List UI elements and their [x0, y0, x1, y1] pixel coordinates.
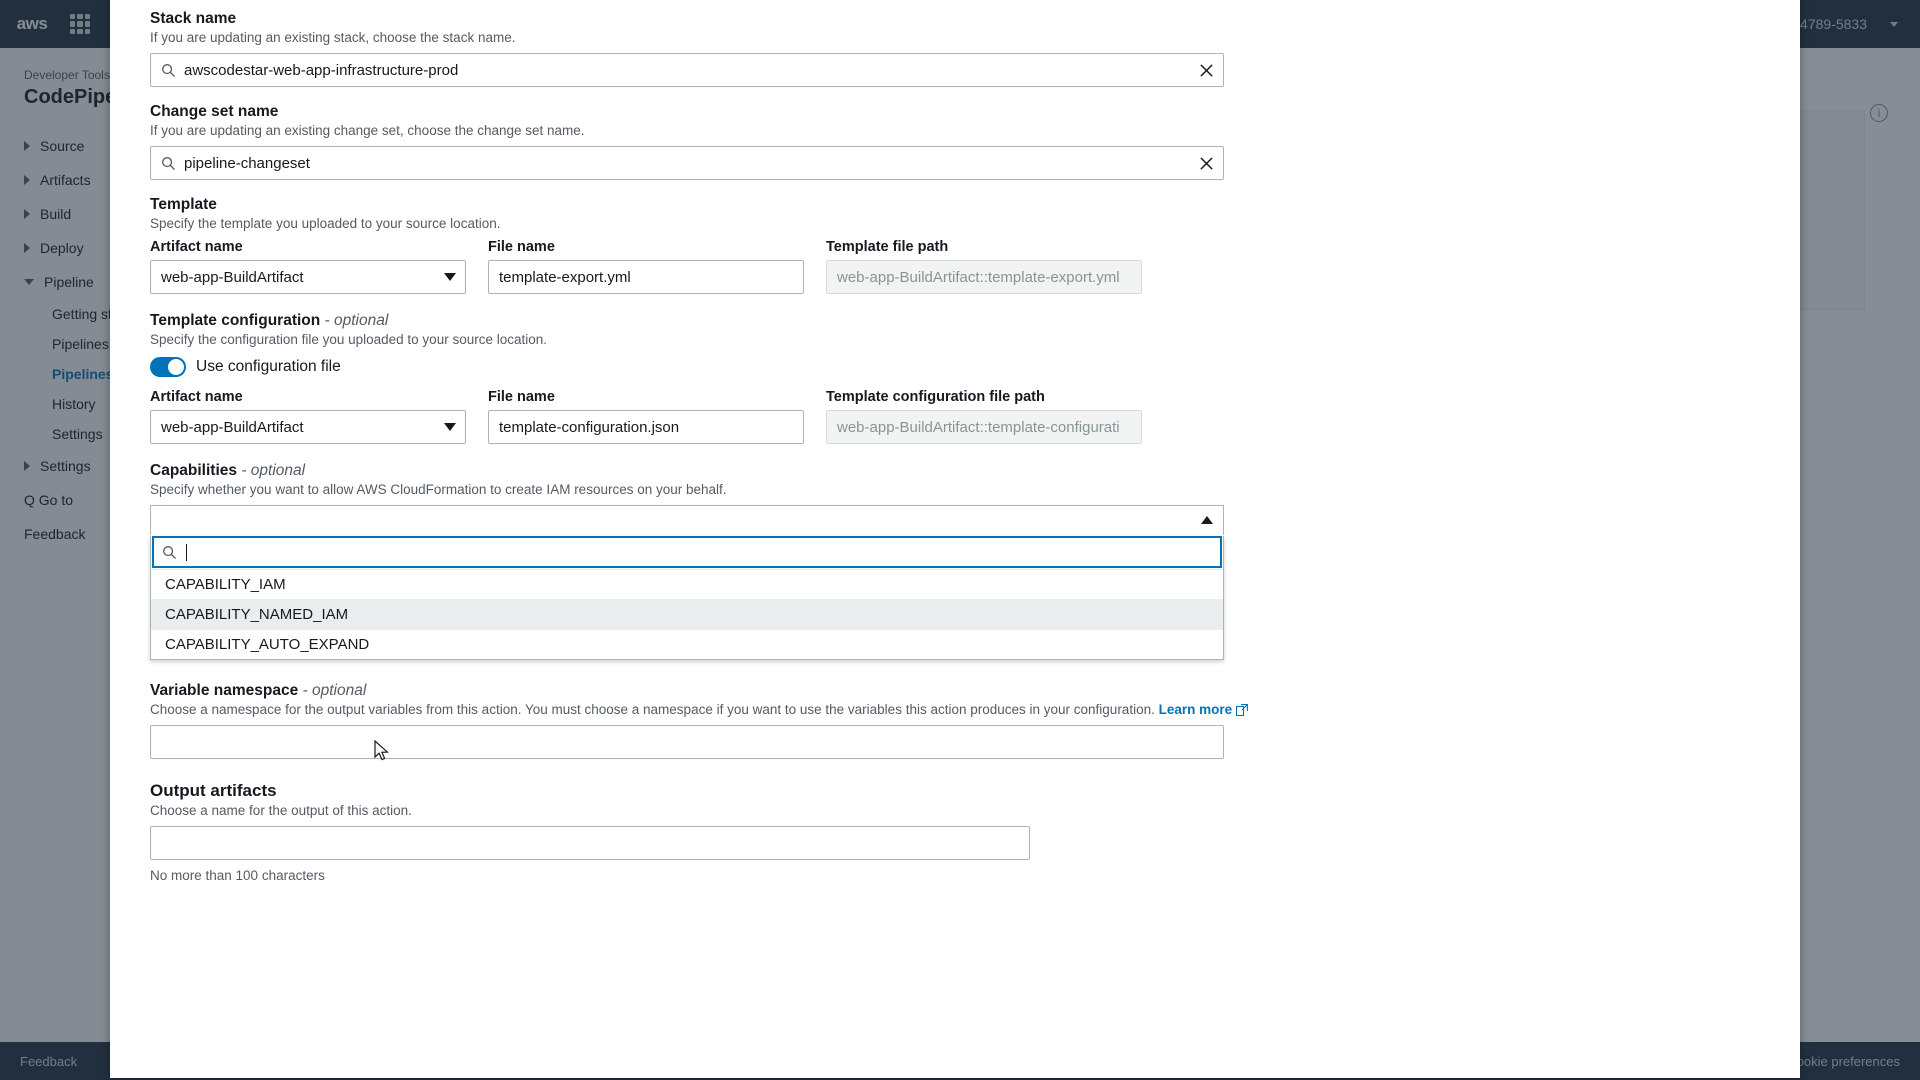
variable-namespace-section	[150, 682, 1760, 759]
stack-name-field-group	[150, 10, 1760, 87]
template-label: Template	[150, 196, 217, 213]
template-artifact-name-label: Artifact name	[150, 239, 243, 255]
output-artifacts-description: Choose a name for the output of this action.	[150, 803, 412, 818]
template-artifact-name-value: web-app-BuildArtifact	[161, 268, 304, 286]
template-file-path-label: Template file path	[826, 239, 949, 255]
template-file-name-input[interactable]	[488, 260, 804, 294]
stack-name-input-wrap[interactable]	[150, 53, 1224, 87]
capabilities-search-value	[186, 544, 187, 561]
variable-namespace-description	[150, 702, 1760, 717]
use-configuration-file-toggle[interactable]	[150, 357, 186, 377]
change-set-name-description: If you are updating an existing change set, choose the change set name.	[150, 123, 585, 138]
template-configuration-section	[150, 312, 1760, 444]
template-configuration-description: Specify the configuration file you uploaded to your source location.	[150, 332, 547, 347]
config-artifact-name-label: Artifact name	[150, 389, 243, 405]
search-icon	[161, 156, 176, 171]
change-set-name-input[interactable]	[176, 154, 1189, 173]
config-file-name-input[interactable]	[488, 410, 804, 444]
capabilities-option-capability-named-iam[interactable]: CAPABILITY_NAMED_IAM	[151, 599, 1223, 629]
variable-namespace-learn-more-link[interactable]: Learn more	[1158, 702, 1233, 717]
output-artifacts-label: Output artifacts	[150, 781, 277, 800]
config-file-path-value: web-app-BuildArtifact::template-configurati	[826, 410, 1142, 444]
chevron-down-icon	[444, 423, 456, 431]
search-icon	[161, 63, 176, 78]
variable-namespace-input[interactable]	[150, 725, 1224, 759]
template-artifact-name-group	[150, 239, 466, 294]
output-artifacts-section	[150, 781, 1760, 883]
variable-namespace-description-text: Choose a namespace for the output variables from this action. You must choose a namespace if you want to use the variables this action produces in your configuration.	[150, 702, 1155, 717]
external-link-icon[interactable]	[1236, 704, 1248, 716]
capabilities-option-capability-iam[interactable]: CAPABILITY_IAM	[151, 569, 1223, 599]
search-icon	[162, 545, 177, 560]
template-configuration-label-text: Template configuration	[150, 312, 321, 329]
variable-namespace-label	[150, 682, 1760, 700]
capabilities-option-capability-auto-expand[interactable]: CAPABILITY_AUTO_EXPAND	[151, 629, 1223, 659]
template-file-name-group	[488, 239, 804, 294]
variable-namespace-label-text: Variable namespace	[150, 682, 299, 699]
template-artifact-name-select[interactable]	[150, 260, 466, 294]
stack-name-label: Stack name	[150, 10, 237, 27]
chevron-up-icon[interactable]	[1201, 516, 1213, 524]
edit-action-modal	[110, 0, 1800, 1078]
template-section	[150, 196, 1760, 294]
template-file-path-value: web-app-BuildArtifact::template-export.yml	[826, 260, 1142, 294]
template-file-name-label: File name	[488, 239, 555, 255]
config-file-name-label: File name	[488, 389, 555, 405]
variable-namespace-optional-tag: - optional	[302, 682, 367, 699]
use-configuration-file-label: Use configuration file	[196, 358, 341, 375]
output-artifacts-input[interactable]	[150, 826, 1030, 860]
capabilities-description: Specify whether you want to allow AWS CloudFormation to create IAM resources on your behalf.	[150, 482, 727, 497]
template-configuration-optional-tag: - optional	[324, 312, 389, 329]
change-set-name-input-wrap[interactable]	[150, 146, 1224, 180]
template-file-path-group	[826, 239, 1142, 294]
template-description: Specify the template you uploaded to your source location.	[150, 216, 501, 231]
config-file-path-group	[826, 389, 1142, 444]
capabilities-select[interactable]	[150, 505, 1224, 535]
config-file-path-label: Template configuration file path	[826, 389, 1045, 405]
output-artifacts-hint: No more than 100 characters	[150, 868, 325, 883]
capabilities-dropdown-panel	[150, 536, 1224, 660]
capabilities-label	[150, 462, 1760, 480]
change-set-name-label: Change set name	[150, 103, 279, 120]
change-set-name-field-group	[150, 103, 1760, 180]
capabilities-label-text: Capabilities	[150, 462, 237, 479]
capabilities-search-field[interactable]	[152, 536, 1222, 568]
stack-name-input[interactable]	[176, 61, 1189, 80]
chevron-down-icon	[444, 273, 456, 281]
config-artifact-name-select[interactable]	[150, 410, 466, 444]
clear-x-icon[interactable]	[1189, 54, 1223, 86]
clear-x-icon[interactable]	[1189, 147, 1223, 179]
config-artifact-name-value: web-app-BuildArtifact	[161, 418, 304, 436]
capabilities-section	[150, 462, 1760, 660]
config-artifact-name-group	[150, 389, 466, 444]
use-configuration-file-toggle-row[interactable]	[150, 357, 1760, 377]
config-file-name-group	[488, 389, 804, 444]
capabilities-optional-tag: - optional	[241, 462, 306, 479]
stack-name-description: If you are updating an existing stack, choose the stack name.	[150, 30, 516, 45]
template-configuration-label	[150, 312, 1760, 330]
